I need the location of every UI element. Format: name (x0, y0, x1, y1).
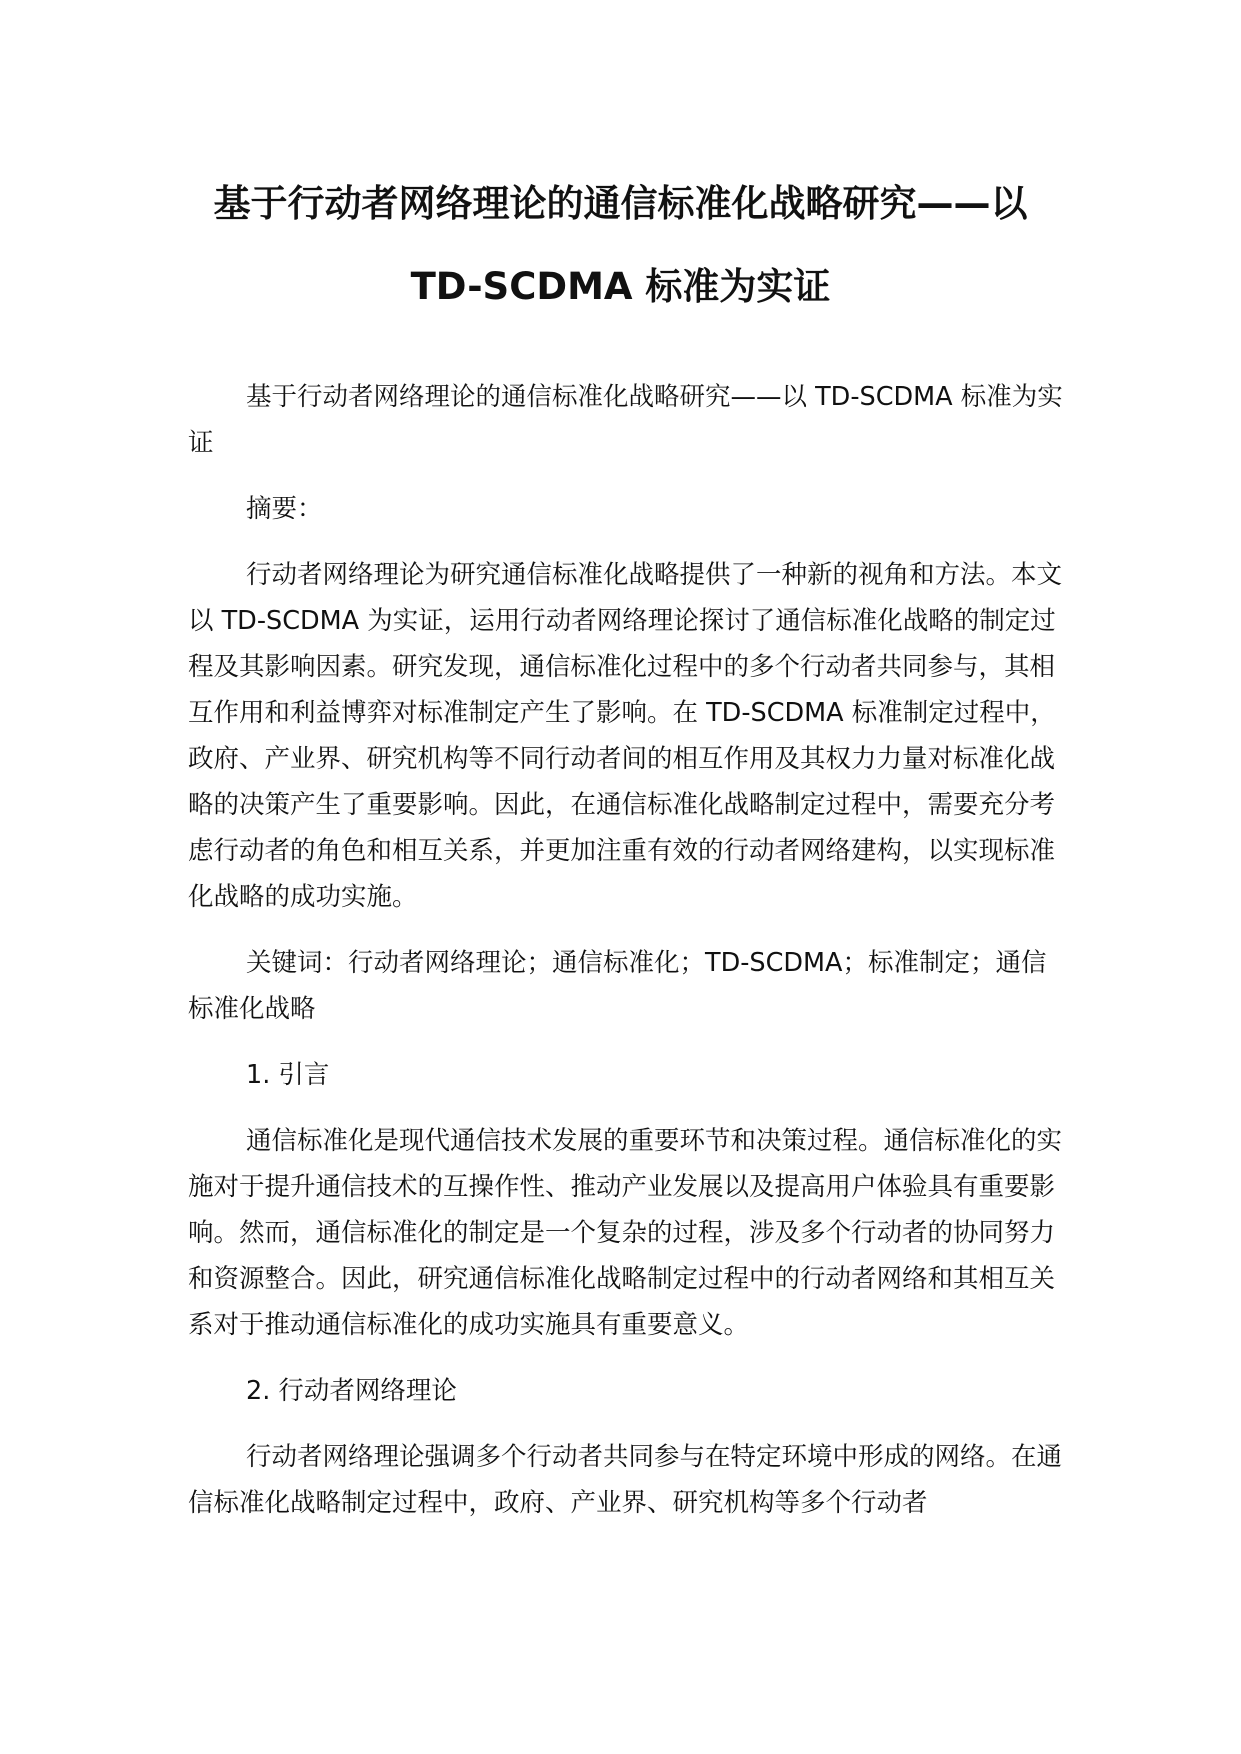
section-1-paragraph: 通信标准化是现代通信技术发展的重要环节和决策过程。通信标准化的实施对于提升通信技术的互操作性、推动产业发展以及提高用户体验具有重要影响。然而，通信标准化的制定是一个复杂的过程，涉及多个行动者的协同努力和资源整合。因此，研究通信标准化战略制定过程中的行动者网络和其相互关系对于推动通信标准化的成功实施具有重要意义。 (188, 1126, 1063, 1340)
section-2-paragraph: 行动者网络理论强调多个行动者共同参与在特定环境中形成的网络。在通信标准化战略制定过程中，政府、产业界、研究机构等多个行动者 (188, 1442, 1063, 1518)
abstract-paragraph: 行动者网络理论为研究通信标准化战略提供了一种新的视角和方法。本文以 TD-SCDMA 为实证，运用行动者网络理论探讨了通信标准化战略的制定过程及其影响因素。研究发现，通信标准化过程中的多个行动者共同参与，其相互作用和利益博弈对标准制定产生了影响。在 TD-SCDMA 标准制定过程中，政府、产业界、研究机构等不同行动者间的相互作用及其权力力量对标准化战略的决策产生了重要影响。因此，在通信标准化战略制定过程中，需要充分考虑行动者的角色和相互关系，并更加注重有效的行动者网络建构，以实现标准化战略的成功实施。 (188, 560, 1063, 912)
keywords-paragraph: 关键词：行动者网络理论；通信标准化；TD-SCDMA；标准制定；通信标准化战略 (188, 948, 1047, 1024)
abstract-label: 摘要： (246, 494, 323, 524)
section-1-heading: 1. 引言 (246, 1060, 330, 1090)
document-title-line-1: 基于行动者网络理论的通信标准化战略研究——以 (213, 182, 1028, 225)
intro-title-paragraph: 基于行动者网络理论的通信标准化战略研究——以 TD-SCDMA 标准为实证 (188, 382, 1063, 458)
document-title-line-2: TD-SCDMA 标准为实证 (410, 265, 831, 308)
document-body (188, 374, 1068, 1546)
section-2-heading: 2. 行动者网络理论 (246, 1376, 457, 1406)
